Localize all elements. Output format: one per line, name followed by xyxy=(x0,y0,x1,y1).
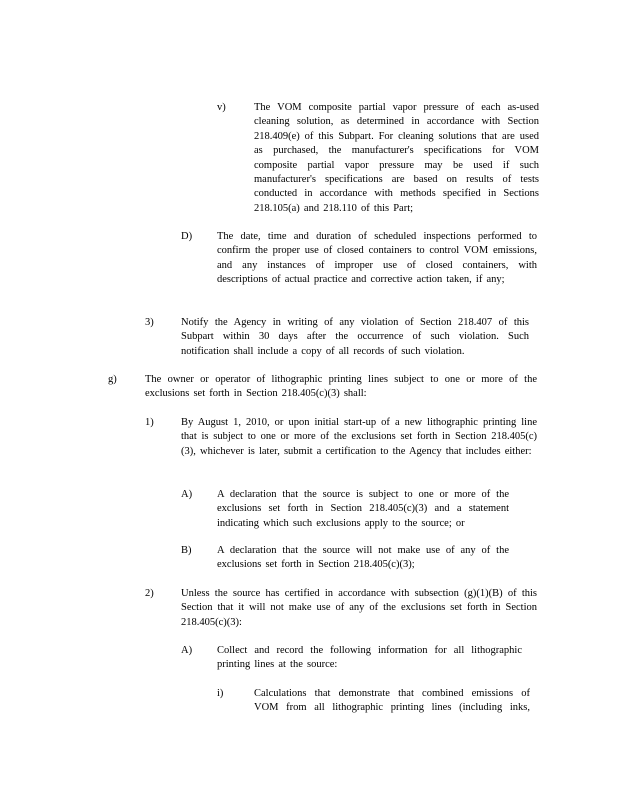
item-text: By August 1, 2010, or upon initial start-up of a new lithographic printing line that is subject to one or more of the exclusions set forth in Section 218.405(c)(3), whichever is later, submit a certification to the Agency that includes either: xyxy=(181,417,537,457)
item-text: The owner or operator of lithographic printing lines subject to one or more of the exclusions set forth in Section 218.405(c)(3) shall: xyxy=(145,374,537,400)
item-text: Collect and record the following information for all lithographic printing lines at the source: xyxy=(217,645,522,671)
item-text: Unless the source has certified in accordance with subsection (g)(1)(B) of this Section that it will not make use of any of the exclusions set forth in Section 218.405(c)(3): xyxy=(181,588,537,628)
item-text: A declaration that the source will not make use of any of the exclusions set forth in Section 218.405(c)(3); xyxy=(217,545,509,571)
item-marker: 2) xyxy=(145,588,154,599)
item-marker: A) xyxy=(181,489,193,500)
item-marker: i) xyxy=(217,688,224,699)
item-text: A declaration that the source is subject to one or more of the exclusions set forth in Section 218.405(c)(3) and a statement indicating which such exclusions apply to the source; or xyxy=(217,489,509,529)
item-marker: 3) xyxy=(145,317,154,328)
item-marker: g) xyxy=(108,374,117,385)
item-text: Calculations that demonstrate that combined emissions of VOM from all lithographic printing lines (including inks, xyxy=(254,688,530,714)
item-text: The VOM composite partial vapor pressure of each as-used cleaning solution, as determined in accordance with Section 218.409(e) of this Subpart. For cleaning solutions that are used as purchased, the manufacturer's specifications for VOM composite partial vapor pressure may be used if such manufacturer's specifications are based on results of tests conducted in accordance with methods specified in Sections 218.105(a) and 218.110 of this Part; xyxy=(254,102,539,214)
item-marker: B) xyxy=(181,545,192,556)
item-marker: v) xyxy=(217,102,226,113)
item-text: Notify the Agency in writing of any violation of Section 218.407 of this Subpart within 30 days after the occurrence of such violation. Such notification shall include a copy of all records of such violation. xyxy=(181,317,529,357)
item-marker: A) xyxy=(181,645,193,656)
item-marker: 1) xyxy=(145,417,154,428)
item-marker: D) xyxy=(181,231,193,242)
item-text: The date, time and duration of scheduled inspections performed to confirm the proper use of closed containers to control VOM emissions, and any instances of improper use of closed containers, with descriptions of actual practice and corrective action taken, if any; xyxy=(217,231,537,286)
